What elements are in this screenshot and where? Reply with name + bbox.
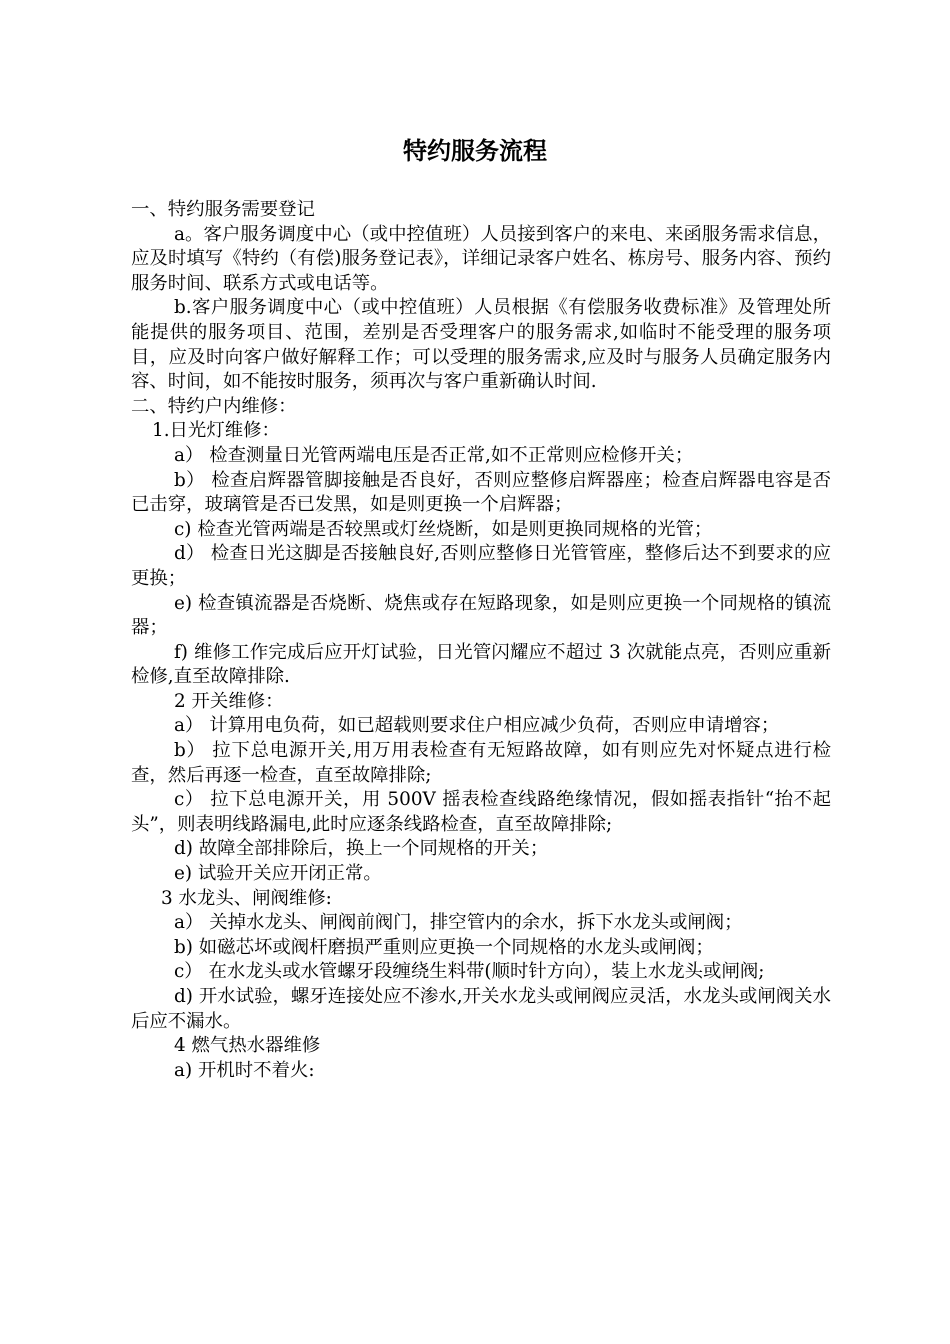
paragraph: a） 检查测量日光管两端电压是否正常,如不正常则应检修开关； [174, 444, 694, 466]
paragraph: c) 检查光管两端是否较黑或灯丝烧断，如是则更换同规格的光管； [174, 518, 713, 540]
paragraph: a） 计算用电负荷，如已超载则要求住户相应减少负荷，否则应申请增容； [174, 715, 780, 737]
paragraph: b） 检查启辉器管脚接触是否良好，否则应整修启辉器座；检查启辉器电容是否已击穿，玻璃管是否已发黑，如是则更换一个启辉器； [131, 469, 831, 516]
paragraph: 4 燃气热水器维修 [174, 1035, 321, 1057]
paragraph: b.客户服务调度中心（或中控值班）人员根据《有偿服务收费标准》及管理处所能提供的服务项目、范围，差别是否受理客户的服务需求,如临时不能受理的服务项目，应及时向客户做好解释工作；可以受理的服务需求,应及时与服务人员确定服务内容、时间，如不能按时服务，须再次与客户重新确认时间. [131, 297, 831, 393]
document-body [131, 198, 831, 1083]
paragraph: 二、特约户内维修： [131, 395, 297, 417]
paragraph: e) 检查镇流器是否烧断、烧焦或存在短路现象，如是则应更换一个同规格的镇流器； [131, 592, 831, 639]
document-title: 特约服务流程 [403, 137, 547, 165]
paragraph: d） 检查日光这脚是否接触良好,否则应整修日光管管座，整修后达不到要求的应更换； [131, 543, 831, 589]
paragraph: b) 如磁芯坏或阀杆磨损严重则应更换一个同规格的水龙头或闸阀； [174, 936, 714, 958]
paragraph: a。客户服务调度中心（或中控值班）人员接到客户的来电、来函服务需求信息，应及时填写《特约（有偿)服务登记表》，详细记录客户姓名、栋房号、服务内容、预约服务时间、联系方式或电话等。 [131, 223, 831, 294]
paragraph: c） 拉下总电源开关，用 500V 摇表检查线路绝缘情况，假如摇表指针“抬不起头”，则表明线路漏电,此时应逐条线路检查，直至故障排除; [131, 789, 831, 835]
paragraph: d) 开水试验，螺牙连接处应不渗水,开关水龙头或闸阀应灵活，水龙头或闸阀关水后应不漏水。 [131, 986, 831, 1032]
paragraph: b） 拉下总电源开关,用万用表检查有无短路故障，如有则应先对怀疑点进行检查，然后再逐一检查，直至故障排除; [131, 740, 831, 786]
paragraph: 1.日光灯维修： [152, 420, 280, 442]
paragraph: d) 故障全部排除后，换上一个同规格的开关； [174, 838, 549, 860]
paragraph: a） 关掉水龙头、闸阀前阀门，排空管内的余水，拆下水龙头或闸阀； [174, 912, 743, 934]
paragraph: 一、特约服务需要登记 [131, 199, 315, 220]
paragraph: e) 试验开关应开闭正常。 [174, 863, 382, 885]
paragraph: 2 开关维修： [174, 690, 284, 712]
paragraph: f) 维修工作完成后应开灯试验，日光管闪耀应不超过 3 次就能点亮，否则应重新检修,直至故障排除. [131, 641, 831, 688]
paragraph: a) 开机时不着火: [174, 1059, 315, 1081]
paragraph: c） 在水龙头或水管螺牙段缠绕生料带(顺时针方向），装上水龙头或闸阀; [174, 961, 765, 983]
paragraph: 3 水龙头、闸阀维修: [161, 887, 332, 909]
